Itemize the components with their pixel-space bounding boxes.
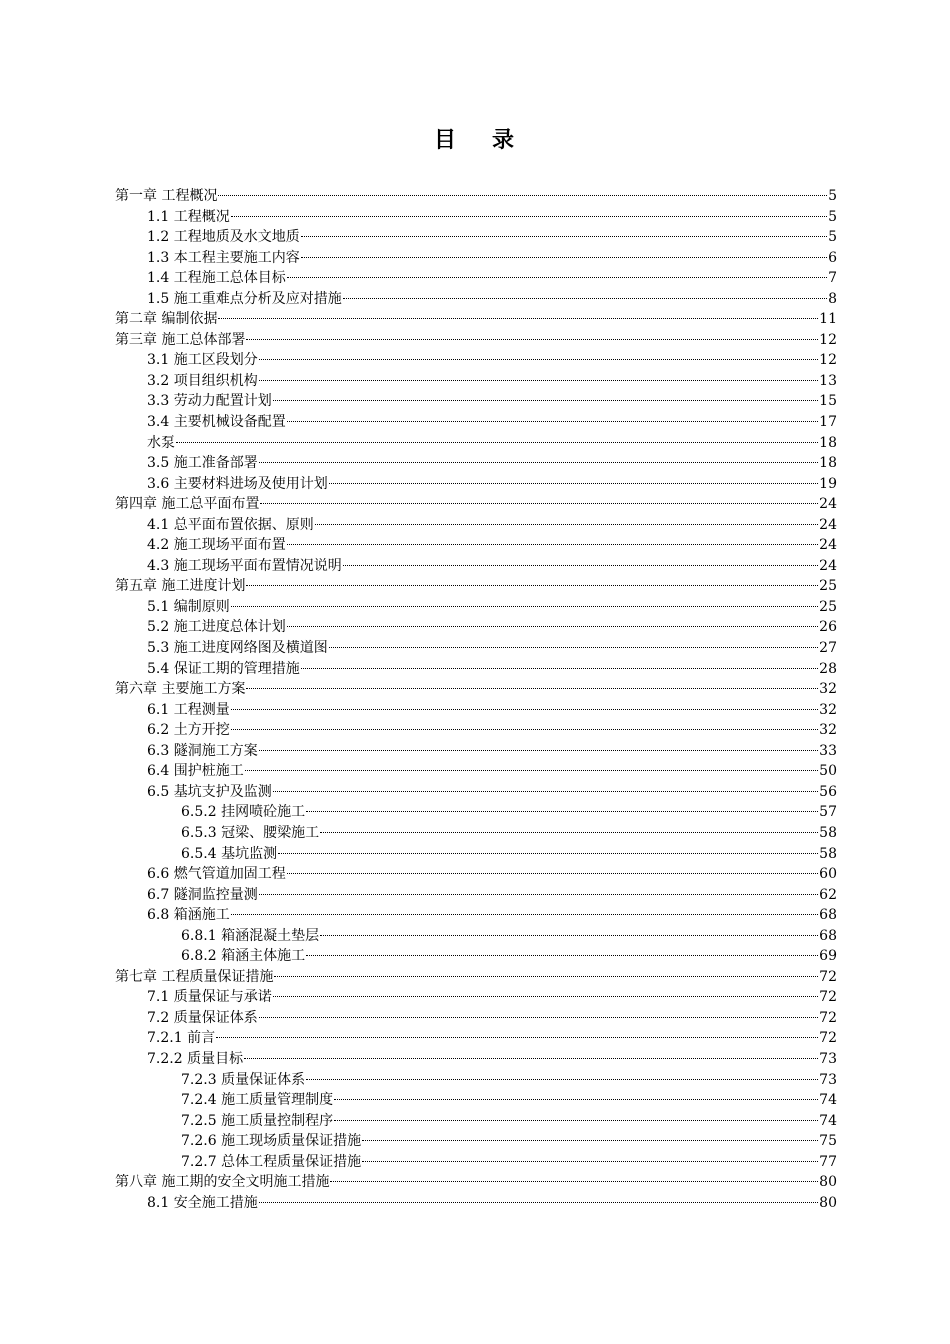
toc-entry[interactable] <box>0 289 950 310</box>
toc-entry[interactable] <box>0 987 950 1008</box>
toc-dot-leader <box>315 523 818 525</box>
toc-dot-leader <box>273 995 818 997</box>
toc-entry[interactable] <box>0 617 950 638</box>
toc-dot-leader <box>231 215 827 217</box>
toc-entry-label: 1.1 工程概况 <box>147 208 230 225</box>
toc-entry[interactable] <box>0 453 950 474</box>
toc-entry-label: 4.2 施工现场平面布置 <box>147 537 286 554</box>
toc-entry-page-number: 72 <box>819 968 837 985</box>
toc-dot-leader <box>246 338 818 340</box>
toc-entry-label: 3.1 施工区段划分 <box>147 352 258 369</box>
toc-dot-leader <box>362 1160 818 1162</box>
toc-dot-leader <box>330 1180 818 1182</box>
toc-entry-label: 1.2 工程地质及水文地质 <box>147 229 300 246</box>
toc-dot-leader <box>246 687 818 689</box>
toc-entry-page-number: 17 <box>819 414 837 431</box>
toc-entry-label: 第七章 工程质量保证措施 <box>115 968 274 985</box>
toc-entry-page-number: 27 <box>819 640 837 657</box>
toc-entry[interactable] <box>0 967 950 988</box>
toc-entry[interactable] <box>0 1172 950 1193</box>
toc-entry-page-number: 32 <box>819 681 837 698</box>
toc-entry-page-number: 6 <box>828 249 837 266</box>
toc-entry[interactable] <box>0 433 950 454</box>
toc-dot-leader <box>176 441 818 443</box>
toc-dot-leader <box>287 276 827 278</box>
table-of-contents <box>0 186 950 1213</box>
toc-entry-label: 7.2.3 质量保证体系 <box>181 1071 306 1088</box>
toc-entry[interactable] <box>0 1049 950 1070</box>
toc-entry-label: 7.1 质量保证与承诺 <box>147 989 272 1006</box>
toc-entry[interactable] <box>0 844 950 865</box>
toc-entry-label: 5.4 保证工期的管理措施 <box>147 660 300 677</box>
toc-dot-leader <box>301 667 818 669</box>
toc-entry[interactable] <box>0 535 950 556</box>
toc-entry[interactable] <box>0 679 950 700</box>
toc-entry-page-number: 72 <box>819 1009 837 1026</box>
toc-entry-page-number: 11 <box>819 311 837 328</box>
toc-dot-leader <box>259 379 818 381</box>
toc-dot-leader <box>259 749 818 751</box>
toc-entry-page-number: 19 <box>819 475 837 492</box>
toc-entry-label: 3.4 主要机械设备配置 <box>147 414 286 431</box>
toc-entry[interactable] <box>0 1070 950 1091</box>
toc-entry-page-number: 13 <box>819 372 837 389</box>
toc-dot-leader <box>362 1139 818 1141</box>
toc-entry-label: 6.5.3 冠梁、腰梁施工 <box>181 824 320 841</box>
toc-entry-label: 6.5 基坑支护及监测 <box>147 783 272 800</box>
toc-entry-page-number: 12 <box>819 352 837 369</box>
toc-dot-leader <box>320 934 818 936</box>
toc-title <box>0 124 950 156</box>
toc-entry[interactable] <box>0 186 950 207</box>
toc-entry-page-number: 72 <box>819 1030 837 1047</box>
toc-entry-label: 7.2.5 施工质量控制程序 <box>181 1112 334 1129</box>
toc-entry[interactable] <box>0 885 950 906</box>
toc-entry-label: 5.2 施工进度总体计划 <box>147 619 286 636</box>
toc-title-char-2: 录 <box>492 127 517 153</box>
toc-entry-label: 7.2 质量保证体系 <box>147 1009 258 1026</box>
toc-entry-page-number: 68 <box>819 927 837 944</box>
toc-dot-leader <box>259 461 818 463</box>
toc-entry-label: 6.7 隧洞监控量测 <box>147 886 258 903</box>
toc-entry[interactable] <box>0 1008 950 1029</box>
toc-entry[interactable] <box>0 350 950 371</box>
toc-entry-page-number: 73 <box>819 1050 837 1067</box>
toc-entry-page-number: 15 <box>819 393 837 410</box>
toc-entry-page-number: 68 <box>819 907 837 924</box>
toc-entry-page-number: 24 <box>819 496 837 513</box>
toc-entry[interactable] <box>0 1152 950 1173</box>
toc-entry[interactable] <box>0 782 950 803</box>
toc-entry-label: 4.1 总平面布置依据、原则 <box>147 516 314 533</box>
toc-dot-leader <box>218 194 827 196</box>
toc-dot-leader <box>259 893 818 895</box>
toc-entry-page-number: 18 <box>819 434 837 451</box>
toc-entry-label: 3.3 劳动力配置计划 <box>147 393 272 410</box>
toc-dot-leader <box>259 1201 818 1203</box>
toc-dot-leader <box>287 420 818 422</box>
toc-entry-label: 第一章 工程概况 <box>115 188 218 204</box>
toc-entry-page-number: 50 <box>819 763 837 780</box>
toc-entry-label: 7.2.2 质量目标 <box>147 1050 244 1067</box>
toc-title-char-1: 目 <box>433 127 458 153</box>
toc-entry-page-number: 74 <box>819 1112 837 1129</box>
toc-entry[interactable] <box>0 1028 950 1049</box>
toc-entry-page-number: 58 <box>819 824 837 841</box>
toc-entry[interactable] <box>0 700 950 721</box>
toc-entry-page-number: 25 <box>819 578 837 595</box>
toc-dot-leader <box>320 831 818 833</box>
toc-entry-page-number: 18 <box>819 455 837 472</box>
toc-entry-page-number: 24 <box>819 537 837 554</box>
toc-entry[interactable] <box>0 638 950 659</box>
toc-entry[interactable] <box>0 802 950 823</box>
toc-entry[interactable] <box>0 330 950 351</box>
toc-entry[interactable] <box>0 926 950 947</box>
toc-dot-leader <box>245 769 818 771</box>
toc-entry[interactable] <box>0 597 950 618</box>
toc-entry-label: 7.2.4 施工质量管理制度 <box>181 1092 334 1109</box>
toc-entry-label: 1.4 工程施工总体目标 <box>147 270 286 287</box>
toc-entry-page-number: 80 <box>819 1174 837 1191</box>
toc-entry-label: 5.1 编制原则 <box>147 598 230 615</box>
toc-entry-page-number: 24 <box>819 557 837 574</box>
toc-entry-page-number: 25 <box>819 598 837 615</box>
toc-entry[interactable] <box>0 474 950 495</box>
toc-entry-page-number: 32 <box>819 701 837 718</box>
toc-entry[interactable] <box>0 371 950 392</box>
toc-dot-leader <box>343 297 827 299</box>
toc-dot-leader <box>329 482 818 484</box>
toc-entry[interactable] <box>0 494 950 515</box>
toc-entry-label: 6.8 箱涵施工 <box>147 907 230 924</box>
toc-dot-leader <box>274 975 818 977</box>
toc-entry-page-number: 77 <box>819 1153 837 1170</box>
toc-entry-page-number: 28 <box>819 660 837 677</box>
toc-entry-page-number: 5 <box>828 188 837 204</box>
toc-entry-page-number: 69 <box>819 948 837 965</box>
toc-dot-leader <box>301 256 827 258</box>
toc-entry-label: 6.8.1 箱涵混凝土垫层 <box>181 927 320 944</box>
toc-entry-label: 8.1 安全施工措施 <box>147 1194 258 1211</box>
toc-entry-label: 1.3 本工程主要施工内容 <box>147 249 300 266</box>
toc-entry-label: 6.2 土方开挖 <box>147 722 230 739</box>
toc-entry[interactable] <box>0 741 950 762</box>
toc-entry[interactable] <box>0 1090 950 1111</box>
toc-entry-label: 6.5.4 基坑监测 <box>181 845 278 862</box>
toc-dot-leader <box>329 646 818 648</box>
toc-entry-label: 第四章 施工总平面布置 <box>115 496 260 513</box>
toc-entry[interactable] <box>0 227 950 248</box>
toc-entry-page-number: 60 <box>819 866 837 883</box>
toc-entry-page-number: 56 <box>819 783 837 800</box>
toc-dot-leader <box>278 852 818 854</box>
toc-entry-page-number: 7 <box>828 270 837 287</box>
toc-dot-leader <box>301 235 827 237</box>
toc-dot-leader <box>216 1036 818 1038</box>
toc-entry[interactable] <box>0 659 950 680</box>
toc-entry-page-number: 5 <box>828 229 837 246</box>
toc-entry-page-number: 80 <box>819 1194 837 1211</box>
toc-dot-leader <box>334 1098 818 1100</box>
toc-dot-leader <box>287 543 818 545</box>
toc-entry[interactable] <box>0 946 950 967</box>
toc-entry-label: 7.2.7 总体工程质量保证措施 <box>181 1153 362 1170</box>
toc-dot-leader <box>287 872 818 874</box>
toc-entry-page-number: 57 <box>819 804 837 821</box>
toc-dot-leader <box>343 564 818 566</box>
toc-dot-leader <box>306 810 818 812</box>
toc-entry-page-number: 8 <box>828 290 837 307</box>
toc-dot-leader <box>334 1119 818 1121</box>
toc-entry-label: 6.6 燃气管道加固工程 <box>147 866 286 883</box>
toc-entry-page-number: 33 <box>819 742 837 759</box>
toc-entry-label: 7.2.1 前言 <box>147 1030 216 1047</box>
toc-entry[interactable] <box>0 515 950 536</box>
toc-entry-label: 第六章 主要施工方案 <box>115 681 246 698</box>
toc-entry-label: 4.3 施工现场平面布置情况说明 <box>147 557 342 574</box>
toc-entry-label: 6.1 工程测量 <box>147 701 230 718</box>
toc-entry[interactable] <box>0 412 950 433</box>
toc-dot-leader <box>218 317 818 319</box>
toc-entry[interactable] <box>0 268 950 289</box>
toc-dot-leader <box>231 913 818 915</box>
toc-entry-page-number: 24 <box>819 516 837 533</box>
toc-entry-label: 5.3 施工进度网络图及横道图 <box>147 640 328 657</box>
toc-entry-page-number: 5 <box>828 208 837 225</box>
toc-entry[interactable] <box>0 905 950 926</box>
toc-dot-leader <box>287 625 818 627</box>
toc-entry-page-number: 75 <box>819 1133 837 1150</box>
toc-entry-page-number: 12 <box>819 331 837 348</box>
toc-entry[interactable] <box>0 1111 950 1132</box>
toc-entry-label: 6.8.2 箱涵主体施工 <box>181 948 306 965</box>
toc-dot-leader <box>306 954 818 956</box>
toc-entry[interactable] <box>0 309 950 330</box>
toc-entry-label: 3.5 施工准备部署 <box>147 455 258 472</box>
toc-entry[interactable] <box>0 248 950 269</box>
toc-entry-page-number: 58 <box>819 845 837 862</box>
toc-entry-label: 7.2.6 施工现场质量保证措施 <box>181 1133 362 1150</box>
toc-entry-label: 第二章 编制依据 <box>115 311 218 328</box>
toc-dot-leader <box>231 708 818 710</box>
toc-entry[interactable] <box>0 556 950 577</box>
toc-entry[interactable] <box>0 823 950 844</box>
toc-entry-label: 第八章 施工期的安全文明施工措施 <box>115 1174 330 1191</box>
toc-entry-label: 3.6 主要材料进场及使用计划 <box>147 475 328 492</box>
toc-dot-leader <box>244 1057 818 1059</box>
toc-entry[interactable] <box>0 1131 950 1152</box>
toc-dot-leader <box>231 728 818 730</box>
toc-dot-leader <box>246 584 818 586</box>
toc-entry[interactable] <box>0 576 950 597</box>
toc-dot-leader <box>260 502 818 504</box>
toc-entry-label: 水泵 <box>147 434 175 451</box>
toc-entry-page-number: 74 <box>819 1092 837 1109</box>
toc-dot-leader <box>259 1016 818 1018</box>
toc-entry-page-number: 62 <box>819 886 837 903</box>
toc-entry-page-number: 73 <box>819 1071 837 1088</box>
toc-dot-leader <box>259 358 818 360</box>
toc-entry-page-number: 32 <box>819 722 837 739</box>
toc-entry-label: 6.4 围护桩施工 <box>147 763 244 780</box>
toc-entry-label: 第三章 施工总体部署 <box>115 331 246 348</box>
toc-dot-leader <box>231 605 818 607</box>
toc-entry[interactable] <box>0 1193 950 1214</box>
toc-entry[interactable] <box>0 207 950 228</box>
toc-entry-label: 3.2 项目组织机构 <box>147 372 258 389</box>
toc-dot-leader <box>273 399 818 401</box>
toc-dot-leader <box>273 790 818 792</box>
toc-entry-label: 1.5 施工重难点分析及应对措施 <box>147 290 342 307</box>
toc-entry-label: 6.3 隧洞施工方案 <box>147 742 258 759</box>
toc-entry-label: 第五章 施工进度计划 <box>115 578 246 595</box>
toc-entry-label: 6.5.2 挂网喷砼施工 <box>181 804 306 821</box>
toc-dot-leader <box>306 1078 818 1080</box>
toc-entry[interactable] <box>0 391 950 412</box>
toc-entry-page-number: 26 <box>819 619 837 636</box>
toc-entry[interactable] <box>0 761 950 782</box>
toc-entry-page-number: 72 <box>819 989 837 1006</box>
toc-entry[interactable] <box>0 864 950 885</box>
toc-entry[interactable] <box>0 720 950 741</box>
